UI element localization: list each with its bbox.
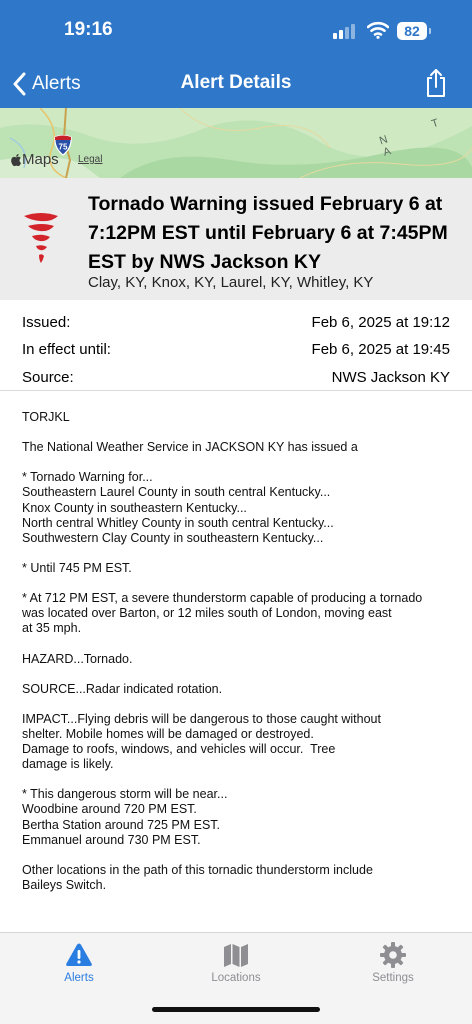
- alert-bulletin-text: TORJKL The National Weather Service in JACKSON KY has issued a * Tornado Warning for... Southeastern Laurel County in south central Kentucky... Knox County in southeastern Kentucky... North central Whitley County in south central Kentucky... Southwestern Clay County in southeastern Kentucky... * Until 745 PM EST. * At 712 PM EST, a severe thunderstorm capable of producing a tornado was located over Barton, or 12 miles south of London, moving east at 35 mph. HAZARD...Tornado. SOURCE...Radar indicated rotation. IMPACT...Flying debris will be dangerous to those caught without shelter. Mobile homes will be damaged or destroyed. Damage to roofs, windows, and vehicles will occur. Tree damage is likely. * This dangerous storm will be near... Woodbine around 720 PM EST. Bertha Station around 725 PM EST. Emmanuel around 730 PM EST. Other locations in the path of this tornadic thunderstorm include Baileys Switch.: [22, 410, 423, 892]
- detail-row-effective-until: [22, 341, 450, 358]
- detail-label: Issued:: [22, 314, 71, 331]
- detail-value: Feb 6, 2025 at 19:45: [311, 341, 450, 358]
- nav-header: [0, 0, 472, 108]
- maps-legal-link[interactable]: Legal: [78, 154, 103, 165]
- battery-tip: [429, 28, 431, 34]
- apple-logo-icon: [10, 153, 22, 167]
- alert-title: Tornado Warning issued February 6 at 7:12PM EST until February 6 at 7:45PM EST by NWS Jackson KY: [88, 193, 448, 273]
- detail-label: Source:: [22, 369, 74, 386]
- detail-label: In effect until:: [22, 341, 111, 358]
- tab-settings[interactable]: [333, 933, 453, 993]
- detail-row-issued: [22, 314, 450, 331]
- route-shield-label: 75: [58, 142, 68, 152]
- tab-locations[interactable]: [176, 933, 296, 993]
- cellular-signal-icon: [333, 23, 359, 39]
- tab-label: Locations: [211, 972, 261, 984]
- page-title: Alert Details: [180, 72, 292, 93]
- apple-maps-logo: [10, 151, 59, 168]
- map-preview[interactable]: [0, 108, 472, 178]
- alert-triangle-icon: [65, 941, 93, 969]
- tab-alerts[interactable]: [19, 933, 139, 993]
- detail-row-source: [22, 369, 450, 386]
- map-icon: [222, 941, 250, 969]
- maps-logo-text: Maps: [22, 151, 59, 168]
- tab-label: Alerts: [64, 972, 94, 984]
- share-icon[interactable]: [424, 68, 448, 98]
- map-region-label: N T A: [378, 110, 461, 159]
- wifi-icon: [367, 21, 389, 39]
- gear-icon: [379, 941, 407, 969]
- battery-indicator: 82: [397, 22, 427, 40]
- detail-value: NWS Jackson KY: [331, 369, 450, 386]
- detail-value: Feb 6, 2025 at 19:12: [311, 314, 450, 331]
- back-label: Alerts: [32, 73, 81, 94]
- status-time: 19:16: [64, 19, 113, 40]
- tornado-icon: [22, 210, 60, 266]
- home-indicator: [152, 1007, 320, 1012]
- tab-label: Settings: [372, 972, 414, 984]
- alert-areas: Clay, KY, Knox, KY, Laurel, KY, Whitley, KY: [88, 274, 374, 291]
- divider: [0, 390, 472, 391]
